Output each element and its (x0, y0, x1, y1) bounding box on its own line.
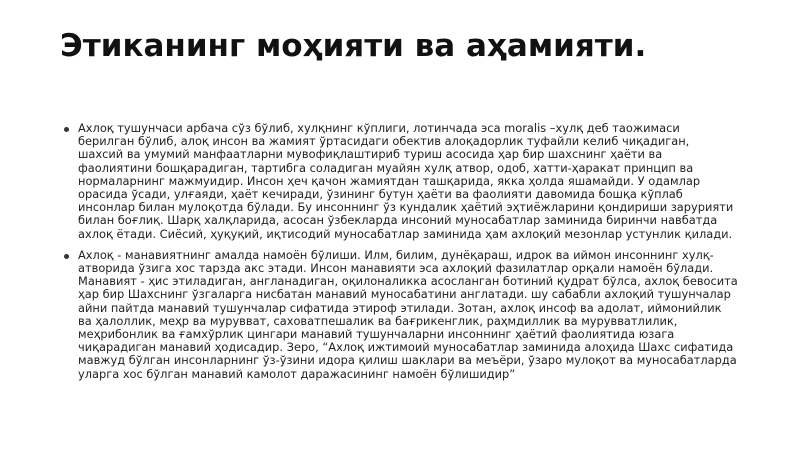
slide-title: Этиканинг моҳияти ва аҳамияти. (60, 28, 647, 64)
bullet-item (64, 249, 738, 381)
bullet-dot-icon (64, 127, 69, 132)
bullet-list (64, 122, 738, 389)
bullet-text: Ахлоқ тушунчаси арбача сўз бўлиб, хулқнинг кўплиги, лотинчада эса moralis –хулқ деб таожимаси берилган бўлиб, алоқ инсон ва жамият ўртасидаги обектив алоқадорлик туфайли келиб чиқадиган, шахсий ва умумий манфаатларни мувофиқлаштириб туриш асосида ҳар бир шахснинг ҳаёти ва фаолиятини бошқарадиган, тартибга соладиган муайян хулқ атвор, одоб, хатти-ҳаракат принцип ва нормаларнинг мажмуидир. Инсон ҳеч қачон жамиятдан ташқарида, якка ҳолда яшамайди. У одамлар орасида ўсади, улғаяди, ҳаёт кечиради, ўзининг бутун ҳаёти ва фаолияти давомида бошқа кўплаб инсонлар билан мулоқотда бўлади. Бу инсоннинг ўз кундалик ҳаётий эҳтиёжларини қондириши зарурияти билан боғлиқ. Шарқ халқларида, асосан ўзбекларда инсоний муносабатлар заминида биринчи навбатда ахлоқ ётади. Сиёсий, ҳуқуқий, иқтисодий муносабатлар заминида ҳам ахлоқий мезонлар устунлик қилади. (78, 121, 734, 241)
bullet-item (64, 122, 738, 241)
bullet-text: Ахлоқ - манавиятнинг амалда намоён бўлиши. Илм, билим, дунёқараш, идрок ва иймон инсоннинг хулқ-атворида ўзига хос тарзда акс этади. Инсон манавияти эса ахлоқий фазилатлар орқали намоён бўлади. Манавият - ҳис этиладиган, англанадиган, оқилоналикка асосланган ботиний қудрат бўлса, ахлоқ бевосита ҳар бир Шахснинг ўзгаларга нисбатан манавий муносабатини англатади. шу сабабли ахлоқий тушунчалар айни пайтда манавий тушунчалар сифатида этироф этилади. Зотан, ахлоқ инсоф ва адолат, иймонийлик ва ҳалоллик, меҳр ва мурувват, саховатпешалик ва бағрикенглик, раҳмдиллик ва мурувватлилик, меҳрибонлик ва ғамхўрлик цингари манавий тушунчаларни инсоннинг ҳаётий фаолиятида юзага чиқарадиган манавий ҳодисадир. Зеро, “Ахлоқ ижтимоий муносабатлар заминида алоҳида Шахс сифатида мавжуд бўлган инсонларнинг ўз-ўзини идора қилиш шаклари ва меъёри, ўзаро мулоқот ва муносабатларда уларга хос бўлган манавий камолот даражасининг намоён бўлишидир” (78, 247, 738, 381)
bullet-dot-icon (64, 254, 69, 259)
